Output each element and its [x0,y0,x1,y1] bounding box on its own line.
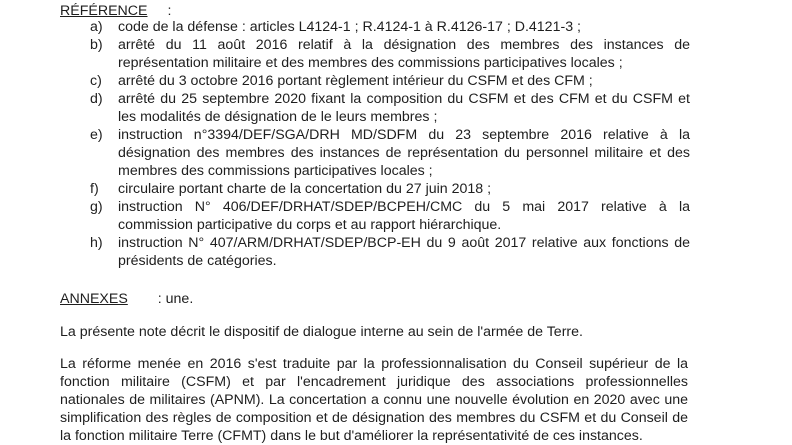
item-letter: e) [90,127,103,143]
reference-item-f [90,180,690,198]
item-text: code de la défense : articles L4124-1 ; R.4124-1 à R.4126-17 ; D.4121-3 ; [118,19,581,35]
annexes-value: : une. [157,291,194,307]
item-text: circulaire portant charte de la concertation du 27 juin 2018 ; [118,181,492,197]
item-letter: c) [90,73,102,89]
reform-paragraph: La réforme menée en 2016 s'est traduite par la professionnalisation du Conseil supérieur de la fonction militaire (CSFM) et par l'encadrement juridique des associations professionnelles nationales de militaires (APNM). La concertation a connu une nouvelle évolution en 2020 avec une simplification des règles de composition et de désignation des membres du CSFM et du Conseil de la fonction militaire Terre (CFMT) dans le but d'améliorer la représentativité de ces instances. [60,356,688,444]
reference-colon: : [167,3,172,19]
reference-item-c [90,72,690,90]
intro-paragraph: La présente note décrit le dispositif de dialogue interne au sein de l'armée de Terre. [60,324,583,340]
item-letter: g) [90,199,103,215]
reference-label: RÉFÉRENCE [60,3,148,19]
annexes-line [60,290,193,308]
item-text: instruction n°3394/DEF/SGA/DRH MD/SDFM du 23 septembre 2016 relative à la désignation des membres des instances de représentation du personnel militaire et des membres des commissions participatives locales ; [118,127,690,179]
item-letter: a) [90,19,103,35]
item-text: instruction N° 407/ARM/DRHAT/SDEP/BCP-EH du 9 août 2017 relative aux fonctions de présidents de catégories. [118,235,690,269]
reference-item-e [90,126,690,180]
reference-item-d [90,90,690,126]
reference-item-a [90,18,690,36]
item-letter: b) [90,37,103,53]
item-letter: d) [90,91,103,107]
reference-item-h [90,234,690,270]
item-text: arrêté du 11 août 2016 relatif à la désignation des membres des instances de représentation militaire et des membres des commissions participatives locales ; [118,37,690,71]
annexes-label: ANNEXES [60,291,128,307]
reference-item-g [90,198,690,234]
item-text: arrêté du 25 septembre 2020 fixant la composition du CSFM et des CFM et du CSFM et les modalités de désignation de le leurs membres ; [118,91,690,125]
reference-item-b [90,36,690,72]
item-letter: h) [90,235,103,251]
item-text: arrêté du 3 octobre 2016 portant règlement intérieur du CSFM et des CFM ; [118,73,593,89]
item-letter: f) [90,181,99,197]
item-text: instruction N° 406/DEF/DRHAT/SDEP/BCPEH/CMC du 5 mai 2017 relative à la commission participative du corps et au rapport hiérarchique. [118,199,690,233]
reference-list [90,18,690,270]
